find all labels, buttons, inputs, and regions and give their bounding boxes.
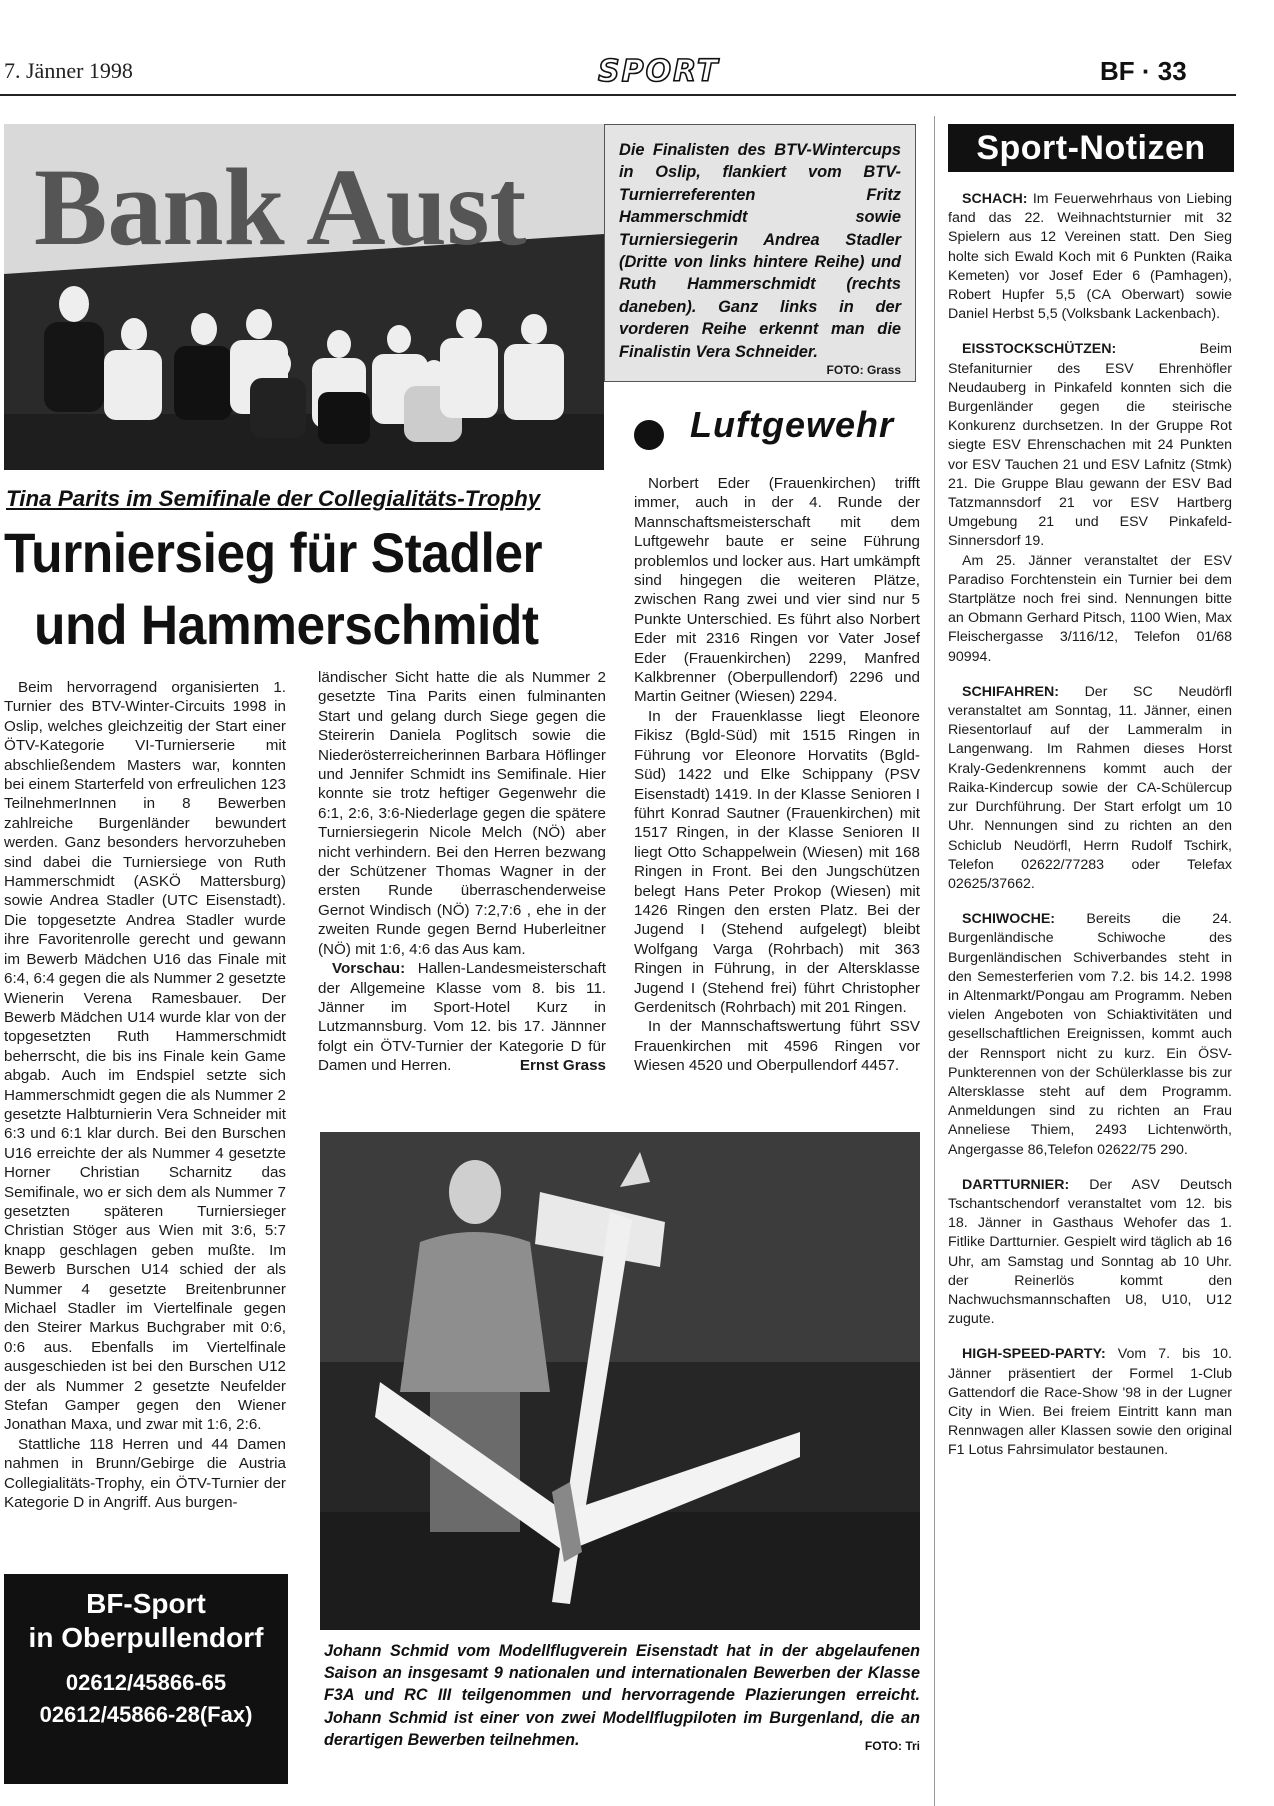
finalists-caption-box xyxy=(604,124,916,382)
luftgewehr-paragraph: Norbert Eder (Frauenkirchen) trifft immer, auch in der 4. Runde der Mannschaftsmeisterschaft mit dem Luftgewehr baute er seine Führung problemlos und locker aus. Hart umkämpft sind hingegen die weiteren Plätze, zwischen Rang zwei und vier sind nur 5 Punkte Unterschied. Es führt also Norbert Eder mit 2316 Ringen vor Vater Josef Eder (Frauenkirchen) 2299, Manfred Kalkbrenner (Oberpullendorf) 2296 und Martin Geitner (Wiesen) 2294. xyxy=(634,475,920,706)
notiz-text: Im Feuerwehrhaus von Liebing fand das 22. Weihnachtsturnier mit 32 Spielern aus 12 Vereinen statt. Den Sieg holte sich Ewald Koch mit 6 Punkten (Raika Kemeten) vor Josef Eder 6 (Pamhagen), Robert Hupfer 5,5 (CA Oberwart) sowie Daniel Herbst 5,5 (Volksbank Lackenbach). xyxy=(948,191,1232,323)
finalists-caption: Die Finalisten des BTV-Wintercups in Oslip, flankiert vom BTV-Turnierreferenten Fritz Hammerschmidt sowie Turniersiegerin Andrea Stadler (Dritte von links hintere Reihe) und Ruth Hammerschmidt (rechts daneben). Ganz links in der vorderen Reihe erkennt man die Finalistin Vera Schneider. xyxy=(619,141,901,361)
luftgewehr-bullet-icon xyxy=(634,420,664,450)
notizen-title: Sport-Notizen xyxy=(948,124,1234,172)
tennis-kicker: Tina Parits im Semifinale der Collegialitäts-Trophy xyxy=(6,486,541,511)
banner-text: Bank Aust xyxy=(34,146,527,268)
tennis-headline-line2: und Hammerschmidt xyxy=(34,593,539,656)
notiz-text: Der SC Neudörfl veranstaltet am Sonntag, 11. Jänner, einen Riesentorlauf auf der Lammeralm in Langenwang. Im Rahmen dieses Horst Kraly-Gedenkrennens kommt auch der Raika-Kindercup sowie der CA-Schülercup zur Durchführung. Der Start erfolgt um 10 Uhr. Nennungen sind zu richten an den Schiclub Neudörfl, Herrn Rudolf Tschirk, Telefon 02622/77283 oder Telefax 02625/37662. xyxy=(948,683,1232,892)
notiz-label: SCHACH: xyxy=(962,191,1028,207)
preview-text: Hallen-Landesmeisterschaft der Allgemeine Klasse vom 8. bis 11. Jänner im Sport-Hotel Kurz in Lutzmannsburg. Vom 12. bis 17. Jännner folgt ein ÖTV-Turnier der Kategorie D für Damen und Herren. xyxy=(318,960,606,1075)
plane-photo-image xyxy=(320,1132,920,1630)
finalists-credit: FOTO: Grass xyxy=(826,363,901,378)
notiz-item-extra: Am 25. Jänner veranstaltet der ESV Paradiso Forchtenstein ein Turnier bei dem Startplätze noch frei sind. Nennungen bitte an Obmann Gerhard Pitsch, 1100 Wien, Max Fleischergasse 3/116/12, Telefon 01/68 90994. xyxy=(948,552,1232,665)
notiz-item xyxy=(948,190,1232,324)
page-number: BF · 33 xyxy=(1100,56,1187,86)
tennis-headline-line1: Turniersieg für Stadler xyxy=(4,521,543,584)
luftgewehr-title: Luftgewehr xyxy=(690,404,894,445)
section-title: SPORT xyxy=(598,54,720,89)
notiz-label: SCHIFAHREN: xyxy=(962,683,1059,700)
notiz-item xyxy=(948,910,1232,1160)
tennis-preview xyxy=(318,959,606,1075)
notiz-item xyxy=(948,1176,1232,1330)
luftgewehr-paragraph: In der Mannschaftswertung führt SSV Frauenkirchen mit 4596 Ringen vor Wiesen 4520 und Oberpullendorf 4457. xyxy=(634,1018,920,1075)
preview-label: Vorschau: xyxy=(332,960,406,978)
notiz-text: Der ASV Deutsch Tschantschendorf veranstaltet vom 12. bis 18. Jänner in Gasthaus Wehofer das 1. Fitlike Dartturnier. Gespielt wird täglich ab 16 Uhr, am Samstag und Sonntag ab 10 Uhr. der Reinerlös kommt den Nachwuchsmannschaften U8, U10, U12 zugute. xyxy=(948,1176,1232,1328)
issue-date: 7. Jänner 1998 xyxy=(4,58,133,83)
notiz-label: EISSTOCKSCHÜTZEN: xyxy=(962,341,1117,358)
ad-phone: 02612/45866-65 xyxy=(65,1670,227,1695)
tennis-paragraph: Beim hervorragend organisierten 1. Turnier des BTV-Winter-Circuits 1998 in Oslip, welches gleichzeitig der Start einer ÖTV-Kategorie VI-Turnierserie mit abschließendem Masters war, konnten bei einem Starterfeld von erfreulichen 123 TeilnehmerInnen in 8 Bewerben zahlreiche Burgenländer bewundert werden. Ganz besonders hervorzuheben sind dabei die Turniersiege von Ruth Hammerschmidt (ASKÖ Mattersburg) sowie Andrea Stadler (UTC Eisenstadt). Die topgesetzte Andrea Stadler wurde ihre Favoritenrolle gerecht und gewann im Bewerb Mädchen U16 das Finale mit 6:4, 6:4 gegen die als Nummer 2 gesetzte Wienerin Verena Ramesbauer. Der Bewerb Mädchen U14 wurde klar von der topgesetzten Ruth Hammerschmidt beherrscht, die bis ins Finale kein Game abgab. Auch im Endspiel setzte sich Hammerschmidt gegen die als Nummer 2 gesetzte Halbturnierin Vera Schneider mit 6:3 und 6:1 klar durch. Bei den Burschen U16 erreichte der als Nummer 4 gesetzte Horner Christian Scharnitz das Semifinale, wo er sich dem als Nummer 7 gesetzten späteren Turniersieger Christian Stöger aus Wien mit 3:6, 5:7 knapp geschlagen geben mußte. Im Bewerb Burschen U14 schied der als Nummer 4 gesetzte Breitenbrunner Michael Stadler im Viertelfinale gegen den Steirer Markus Buchgraber mit 0:6, 0:6 aus. Ebenfalls im Viertelfinale ausgeschieden ist bei den Burschen U12 der als Nummer 2 gesetzte Neufelder Stefan Gamper gegen den Wiener Jonathan Maxa, und zwar mit 1:6, 2:6. xyxy=(4,679,286,1434)
sidebar-rule xyxy=(934,116,935,1806)
notiz-text: Beim Stefaniturnier des ESV Ehrenhöfler Neudauberg in Pinkafeld konnten sich die Burgenländer gegen die steirische Konkurenz durchsetzen. In der Gruppe Rot siegte ESV Ehrenschachen mit 24 Punkten vor ESV Tauchen 21 und ESV Lafnitz (Stmk) 21. Die Gruppe Blau gewann der ESV Bad Tatzmannsdorf 21 vor ESV Hartberg Umgebung 21 und ESV Pinkafeld-Sinnersdorf 19. xyxy=(948,341,1232,550)
finalists-photo-image xyxy=(4,124,604,470)
ad-line2: in Oberpullendorf xyxy=(28,1622,264,1653)
tennis-column-2 xyxy=(318,668,606,1076)
header-rule xyxy=(0,94,1236,96)
notiz-item xyxy=(948,683,1232,894)
notiz-label: DARTTURNIER: xyxy=(962,1176,1070,1193)
notiz-text: Vom 7. bis 10. Jänner präsentiert der Formel 1-Club Gattendorf die Race-Show '98 in der Lugner City in Wien. Bei freiem Eintritt kann man Rennwagen aller Klassen sowie den original F1 Lotus Fahrsimulator bestaunen. xyxy=(948,1346,1233,1459)
ad-line1: BF-Sport xyxy=(86,1588,206,1619)
plane-credit: FOTO: Tri xyxy=(864,1738,920,1753)
plane-caption-text: Johann Schmid vom Modellflugverein Eisenstadt hat in der abgelaufenen Saison an insgesamt 9 nationalen und internationalen Bewerben der Klasse F3A und RC III teilgenommen und hervorragende Plazierungen erreicht. Johann Schmid ist einer von zwei Modellflugpiloten im Burgenland, die an derartigen Bewerben teilnehmen. xyxy=(324,1642,920,1749)
luftgewehr-paragraph: In der Frauenklasse liegt Eleonore Fikisz (Bgld-Süd) mit 1515 Ringen in Führung vor Eleonore Horvatits (Bgld-Süd) 1422 und Elke Schippany (PSV Eisenstadt) 1419. In der Klasse Senioren I führt Konrad Sautner (Frauenkirchen) mit 1517 Ringen, in der Klasse Senioren II liegt Otto Schappelwein (Wiesen) mit 168 Ringen in Front. Bei den Jungschützen belegt Hans Peter Prokop (Wiesen) mit 1426 Ringen den ersten Platz. Bei der Jugend I (Stehend aufgelegt) bleibt Wolfgang Varga (Rohrbach) mit 363 Ringen in Führung, in der Altersklasse Jugend I (Stehend frei) führt Christopher Gerdenitsch (Rohrbach) mit 201 Ringen. xyxy=(634,707,920,1016)
bf-sport-ad xyxy=(4,1574,288,1784)
tennis-author: Ernst Grass xyxy=(519,1057,606,1075)
notiz-text: Bereits die 24. Burgenländische Schiwoche des Burgenländischen Schiverbandes steht in den Semesterferien vom 7.2. bis 14.2. 1998 in Altenmarkt/Pongau am Programm. Neben vielen Angeboten von Schiaktivitäten und gesellschaftlichen Ereignissen, kommt auch der Rennsport nicht zu kurz. Ein ÖSV-Punkterennen von der Schülerklasse bis zur Altersklasse steht auf dem Programm. Anmeldungen sind zu richten an Frau Anneliese Thiem, 2493 Lichtenwörth, Angergasse 86,Telefon 02622/75 290. xyxy=(948,911,1232,1158)
notiz-label: SCHIWOCHE: xyxy=(962,911,1056,928)
notiz-item xyxy=(948,340,1232,551)
plane-caption xyxy=(324,1640,920,1757)
luftgewehr-text xyxy=(634,474,920,1076)
notiz-item xyxy=(948,1345,1232,1460)
tennis-paragraph: Stattliche 118 Herren und 44 Damen nahmen in Brunn/Gebirge die Austria Collegialitäts-Trophy, ein ÖTV-Turnier der Kategorie D in Angriff. Aus burgen- xyxy=(4,1435,286,1512)
ad-fax: 02612/45866-28(Fax) xyxy=(39,1702,253,1727)
tennis-paragraph: ländischer Sicht hatte die als Nummer 2 gesetzte Tina Parits einen fulminanten Start und gelang durch Siege gegen die Steirerin Daniela Poglitsch sowie die Niederösterreicherinnen Barbara Höflinger und Jennifer Schmidt ins Semifinale. Hier konnte sie trotz heftiger Gegenwehr die 6:1, 2:6, 3:6-Niederlage gegen die spätere Turniersiegerin Nicole Melch (NÖ) aber nicht verhindern. Bei den Herren bezwang der Schützener Thomas Wagner in der ersten Runde überraschenderweise Gernot Windisch (NÖ) 7:2,7:6 , ehe in der zweiten Runde gegen Bernd Huberleitner (NÖ) mit 1:6, 4:6 das Aus kam. xyxy=(318,669,606,958)
notizen-list xyxy=(948,190,1232,1477)
finalists-photo xyxy=(4,124,604,470)
tennis-column-1 xyxy=(4,678,286,1512)
notiz-label: HIGH-SPEED-PARTY: xyxy=(962,1346,1106,1363)
plane-photo xyxy=(320,1132,920,1630)
